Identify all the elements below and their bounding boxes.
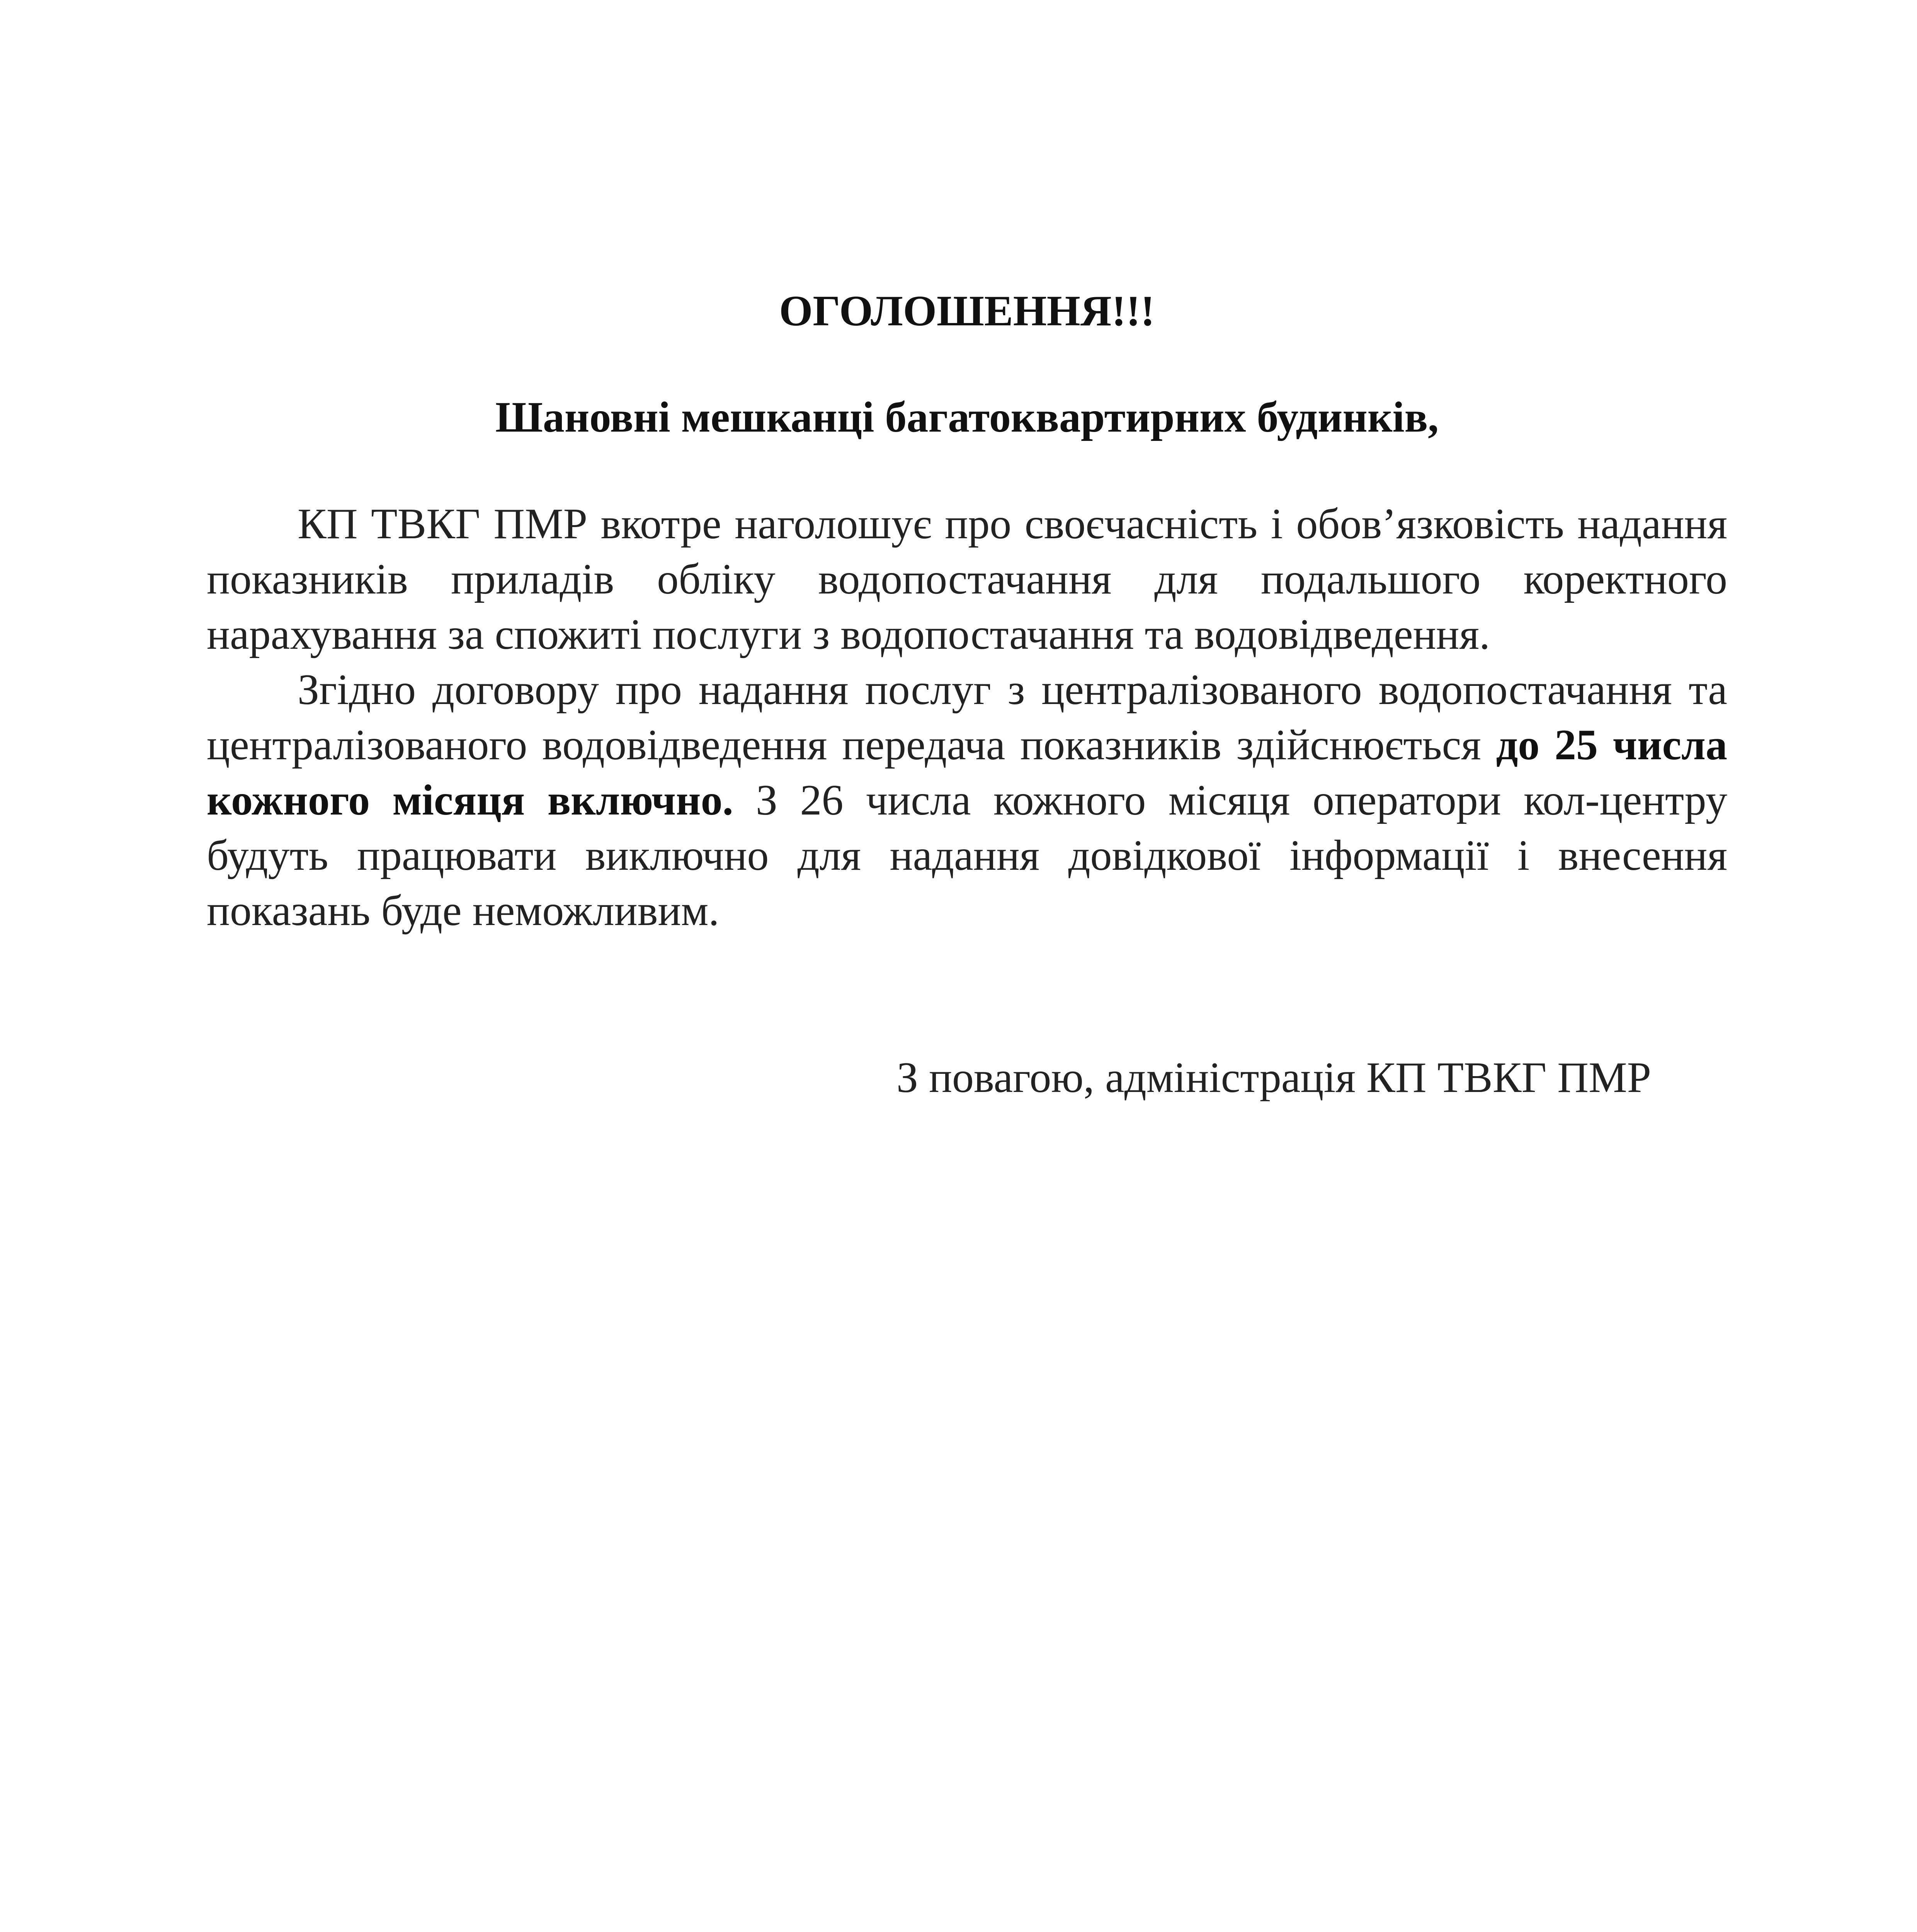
signature-line: З повагою, адміністрація КП ТВКГ ПМР bbox=[896, 1054, 1651, 1102]
paragraph-reminder: КП ТВКГ ПМР вкотре наголошує про своєчасність і обов’язковість надання показників приладів обліку водопостачання для подальшого коректного нарахування за спожиті послуги з водопостачання та водовідведення. bbox=[207, 500, 1727, 658]
greeting-heading: Шановні мешканці багатоквартирних будинків, bbox=[495, 393, 1439, 441]
deadline-text-end: З 26 числа кожного місяця оператори кол-центру будуть працювати виключно для надання довідкової інформації і внесення показань буде неможливим. bbox=[207, 776, 1727, 935]
deadline-emphasis: до 25 числа кожного місяця включно. bbox=[207, 721, 1727, 824]
paragraph-deadline bbox=[207, 662, 1727, 939]
announcement-title: ОГОЛОШЕННЯ!!! bbox=[779, 287, 1155, 335]
document-content bbox=[207, 284, 1727, 1105]
announcement-body bbox=[207, 497, 1727, 939]
deadline-text-start: Згідно договору про надання послуг з централізованого водопостачання та централізованого водовідведення передача показників здійснюється bbox=[207, 666, 1727, 769]
